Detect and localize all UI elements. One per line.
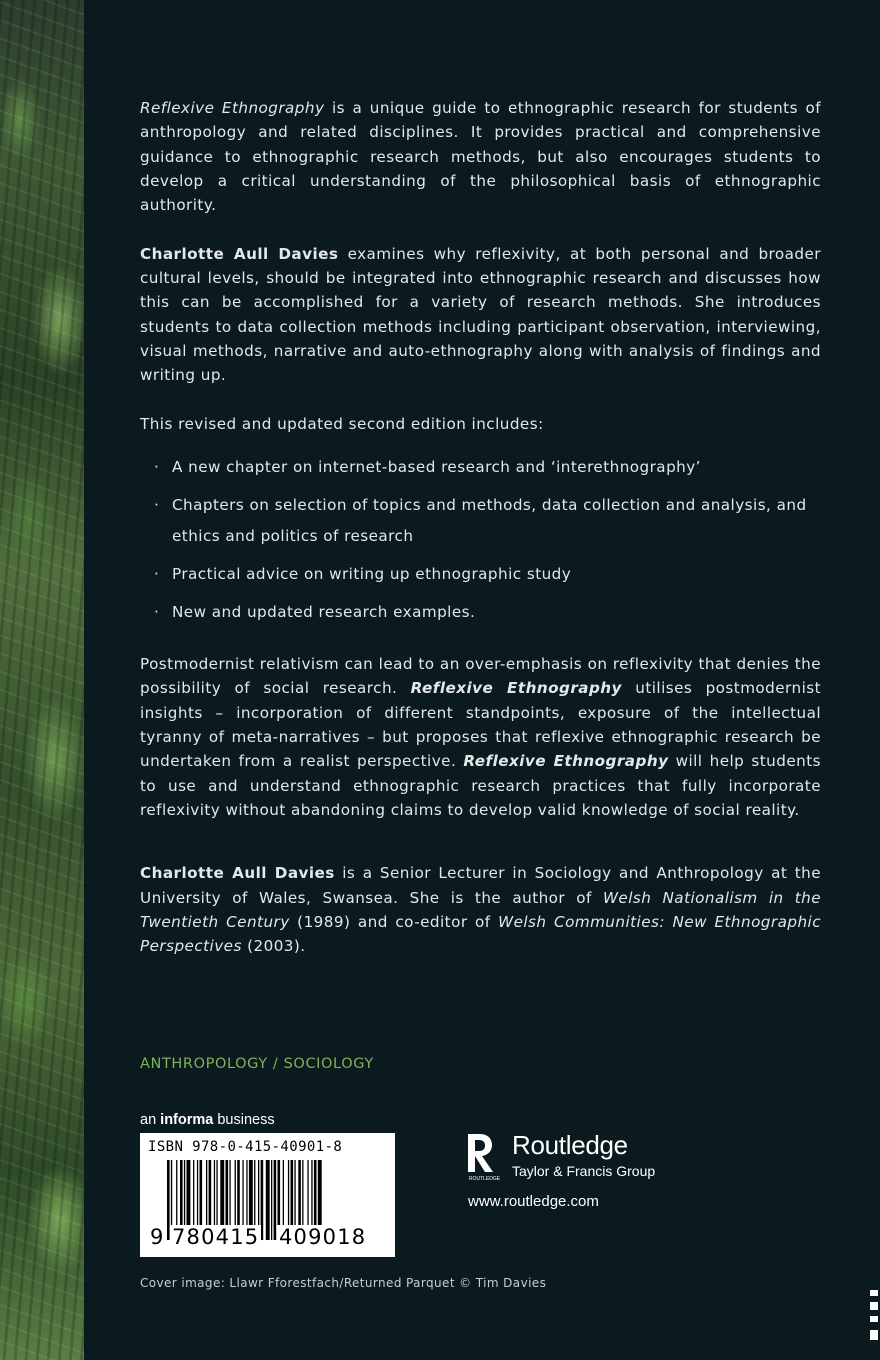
- routledge-logo-icon: [466, 1132, 501, 1182]
- barcode-bar: [266, 1160, 270, 1240]
- paragraph-text: examines why reflexivity, at both personal and broader cultural levels, should be integrated into ethnographic research and discusses how this can be accomplished for a variety of research methods. She introduces students to data collection methods including participant observation, interviewing, visual methods, narrative and auto-ethnography along with analysis of findings and writing up.: [140, 244, 821, 385]
- tagline-prefix: an: [140, 1112, 161, 1128]
- list-item: [154, 452, 821, 483]
- list-item-text: Practical advice on writing up ethnographic study: [172, 565, 572, 584]
- cover-image-credit: Cover image: Llawr Fforestfach/Returned Parquet © Tim Davies: [140, 1276, 547, 1290]
- blurb: [140, 96, 821, 983]
- blurb-paragraph-1: [140, 96, 821, 217]
- book-title: Reflexive Ethnography: [463, 752, 669, 771]
- barcode-bar: [274, 1160, 277, 1240]
- book-title: Welsh Communities: New Ethnographic Perspectives: [140, 912, 821, 956]
- publisher-group: Taylor & Francis Group: [512, 1163, 656, 1179]
- book-title: Reflexive Ethnography: [410, 679, 622, 698]
- author-bio: [140, 861, 821, 958]
- cover-photo-texture: [0, 0, 86, 1360]
- book-title: Reflexive Ethnography: [140, 99, 325, 117]
- book-title: Welsh Nationalism in the Twentieth Century: [140, 888, 821, 931]
- list-item-text: New and updated research examples.: [172, 603, 476, 622]
- paragraph-text: is a unique guide to ethnographic research for students of anthropology and related disciplines. It provides practical and comprehensive guidance to ethnographic research methods, but also encourages students to develop a critical understanding of the philosophical basis of ethnographic authority.: [140, 99, 821, 215]
- informa-tagline: [140, 1112, 275, 1128]
- blurb-paragraph-4: [140, 652, 821, 822]
- features-list: [140, 452, 821, 628]
- blurb-paragraph-3: This revised and updated second edition includes:: [140, 414, 544, 433]
- ean-group-2: 409018: [279, 1225, 367, 1249]
- list-item: [154, 597, 821, 628]
- subject-category: ANTHROPOLOGY / SOCIOLOGY: [140, 1056, 374, 1072]
- paragraph-text: utilises postmodernist insights – incorporation of different standpoints, exposure of the intellectual tyranny of meta-narratives – but proposes that reflexive ethnographic research be undertaken from a realist perspective.: [140, 679, 822, 771]
- barcode-bar: [271, 1160, 272, 1240]
- author-name: Charlotte Aull Davies: [140, 244, 339, 263]
- logo-wordmark: ROUTLEDGE: [469, 1176, 501, 1182]
- isbn-barcode: [140, 1133, 395, 1257]
- publisher-name: Routledge: [512, 1130, 628, 1160]
- bullet-icon: ·: [154, 603, 160, 622]
- ean-lead-digit: 9: [150, 1225, 164, 1249]
- publisher-url[interactable]: www.routledge.com: [468, 1193, 599, 1210]
- author-name: Charlotte Aull Davies: [140, 864, 335, 883]
- bullet-icon: ·: [154, 496, 160, 515]
- bullet-icon: ·: [154, 458, 160, 477]
- list-item-text: A new chapter on internet-based research and ‘interethnography’: [172, 458, 701, 477]
- informa-brand: informa: [160, 1112, 214, 1128]
- paragraph-text: (2003).: [241, 937, 306, 956]
- bullet-icon: ·: [154, 565, 160, 584]
- list-item-text: Chapters on selection of topics and methods, data collection and analysis, and ethics and politics of research: [172, 496, 807, 546]
- paragraph-text: (1989) and co-editor of: [289, 912, 499, 931]
- paragraph-text: will help students to use and understand ethnographic research practices that fully incorporate reflexivity without abandoning claims to develop valid knowledge of social reality.: [140, 752, 821, 819]
- tagline-suffix: business: [213, 1112, 275, 1128]
- edge-crop-marks: [868, 1290, 880, 1360]
- paragraph-text: is a Senior Lecturer in Sociology and Anthropology at the University of Wales, Swansea. She is the author of: [140, 864, 821, 907]
- photo-edge-divider: [84, 0, 87, 1360]
- list-item: [154, 490, 821, 552]
- ean-group-1: 780415: [172, 1225, 260, 1249]
- isbn-number: ISBN 978-0-415-40901-8: [148, 1139, 343, 1155]
- list-item: [154, 559, 821, 590]
- paragraph-text: Postmodernist relativism can lead to an over-emphasis on reflexivity that denies the possibility of social research.: [140, 655, 821, 698]
- blurb-paragraph-2: [140, 242, 821, 388]
